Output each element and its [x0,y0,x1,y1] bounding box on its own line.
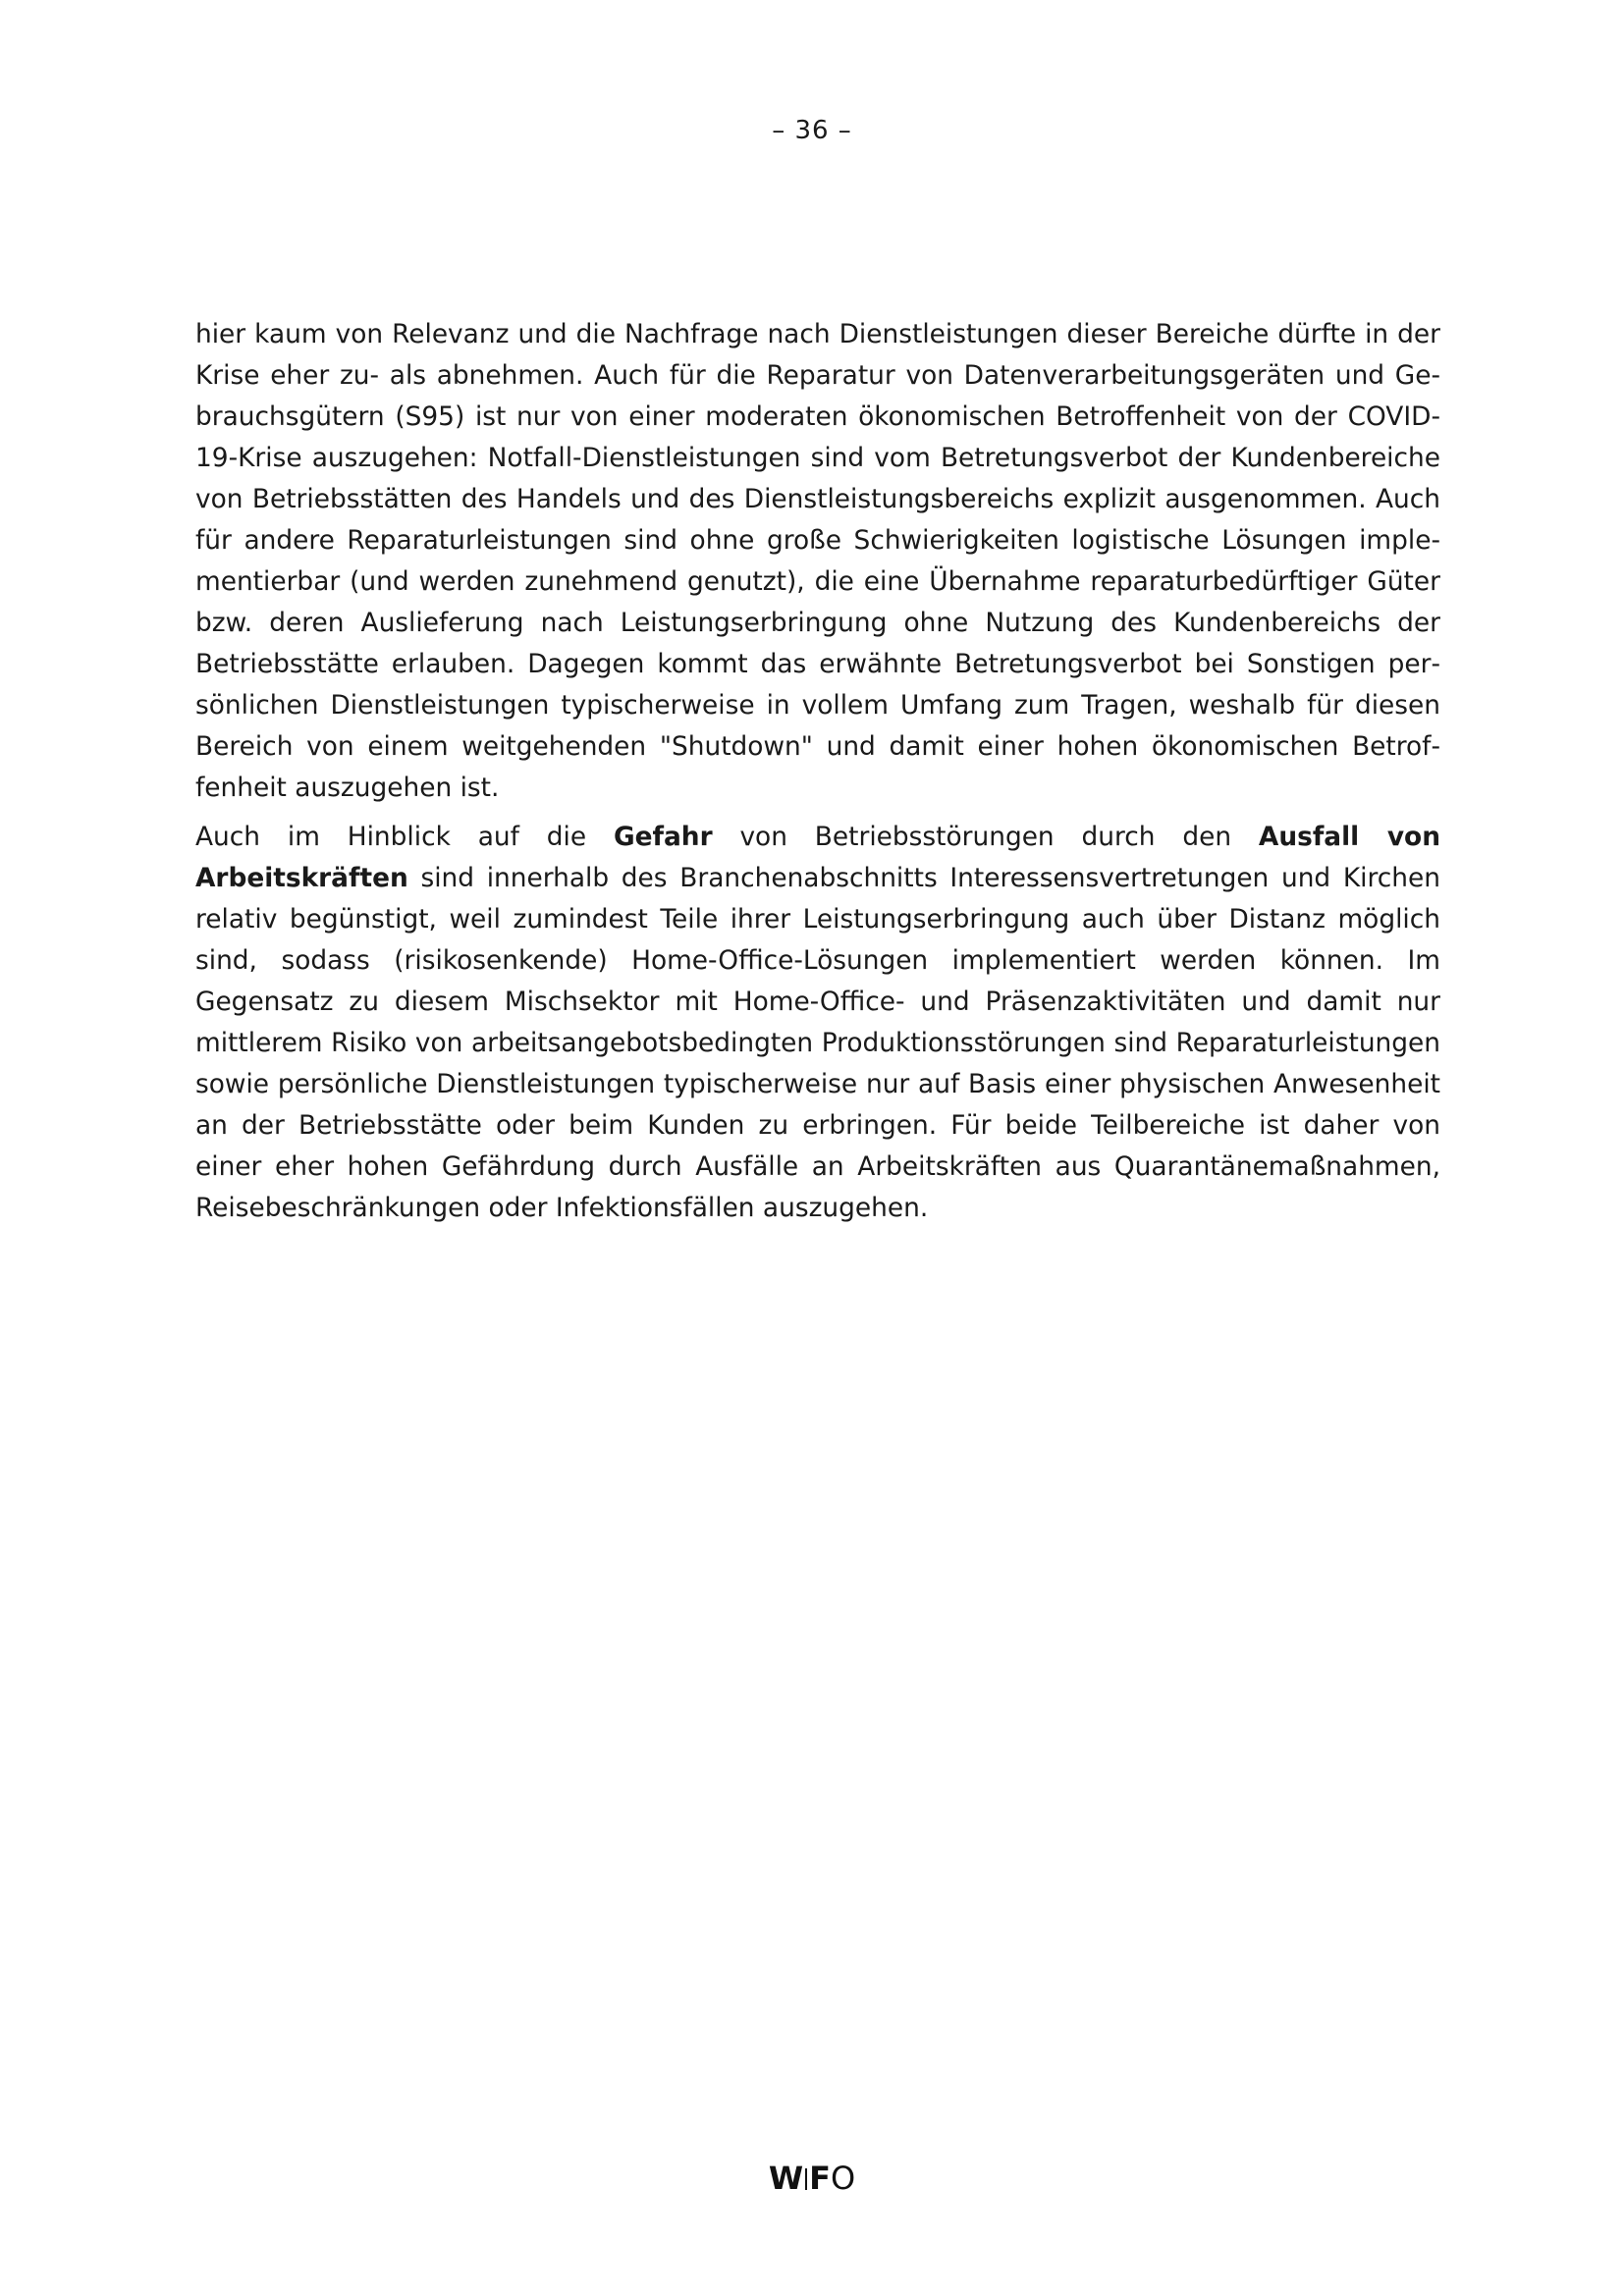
logo-letter-o: O [830,2160,856,2197]
paragraph-2-text-c: sind innerhalb des Branchenabschnitts Interessensvertretungen und Kirchen relativ begünstigt, weil zumindest Teile ihrer Leistungserbringung auch über Distanz möglich sind, sodass (risikosenkende) Home-Office-Lösungen implementiert werden können. Im Gegensatz zu diesem Mischsektor mit Home-Office- und Präsenzaktivitäten und damit nur mittlerem Risiko von arbeitsangebotsbedingten Produktionsstörungen sind Reparaturleistungen sowie persönliche Dienstleistungen typischerweise nur auf Basis einer physischen Anwesenheit an der Betriebsstätte oder beim Kunden zu erbringen. Für beide Teilbereiche ist daher von einer eher hohen Gefährdung durch Ausfälle an Arbeitskräften aus Quarantänemaßnahmen, Reisebeschränkungen oder Infektionsfällen auszugehen. [195,863,1440,1223]
logo-letter-f: F [809,2160,831,2197]
paragraph-2-text-b: von Betriebsstörungen durch den [712,822,1259,852]
body-text [195,314,1440,1237]
emphasis-ausfall: Ausfall von Arbeitskräften [195,822,1440,893]
paragraph-1-text: hier kaum von Relevanz und die Nachfrage nach Dienstleistungen dieser Bereiche dürfte in der Krise eher zu- als abnehmen. Auch für die Reparatur von Datenverarbeitungsgeräten und Gebrauchsgütern (S95) ist nur von einer moderaten ökonomischen Betroffenheit von der COVID-19-Krise auszugehen: Notfall-Dienstleistungen sind vom Betretungsverbot der Kundenbereiche von Betriebsstätten des Handels und des Dienstleistungsbereichs explizit ausgenommen. Auch für andere Reparaturleistungen sind ohne große Schwierigkeiten logistische Lösungen implementierbar (und werden zunehmend genutzt), die eine Übernahme reparaturbedürftiger Güter bzw. deren Auslieferung nach Leistungserbringung ohne Nutzung des Kundenbereichs der Betriebsstätte erlauben. Dagegen kommt das erwähnte Betretungsverbot bei Sonstigen persönlichen Dienstleistungen typischerweise in vollem Umfang zum Tragen, weshalb für diesen Bereich von einem weitgehenden "Shutdown" und damit einer hohen ökonomischen Betroffenheit auszugehen ist. [195,319,1440,803]
wifo-logo [0,2160,1624,2197]
emphasis-gefahr: Gefahr [613,822,713,852]
paragraph-2 [195,817,1440,1229]
logo-letter-w: W [768,2160,804,2197]
page-number: – 36 – [772,116,852,145]
logo-bar [805,2168,807,2190]
paragraph-1 [195,314,1440,809]
paragraph-2-text-a: Auch im Hinblick auf die [195,822,614,852]
